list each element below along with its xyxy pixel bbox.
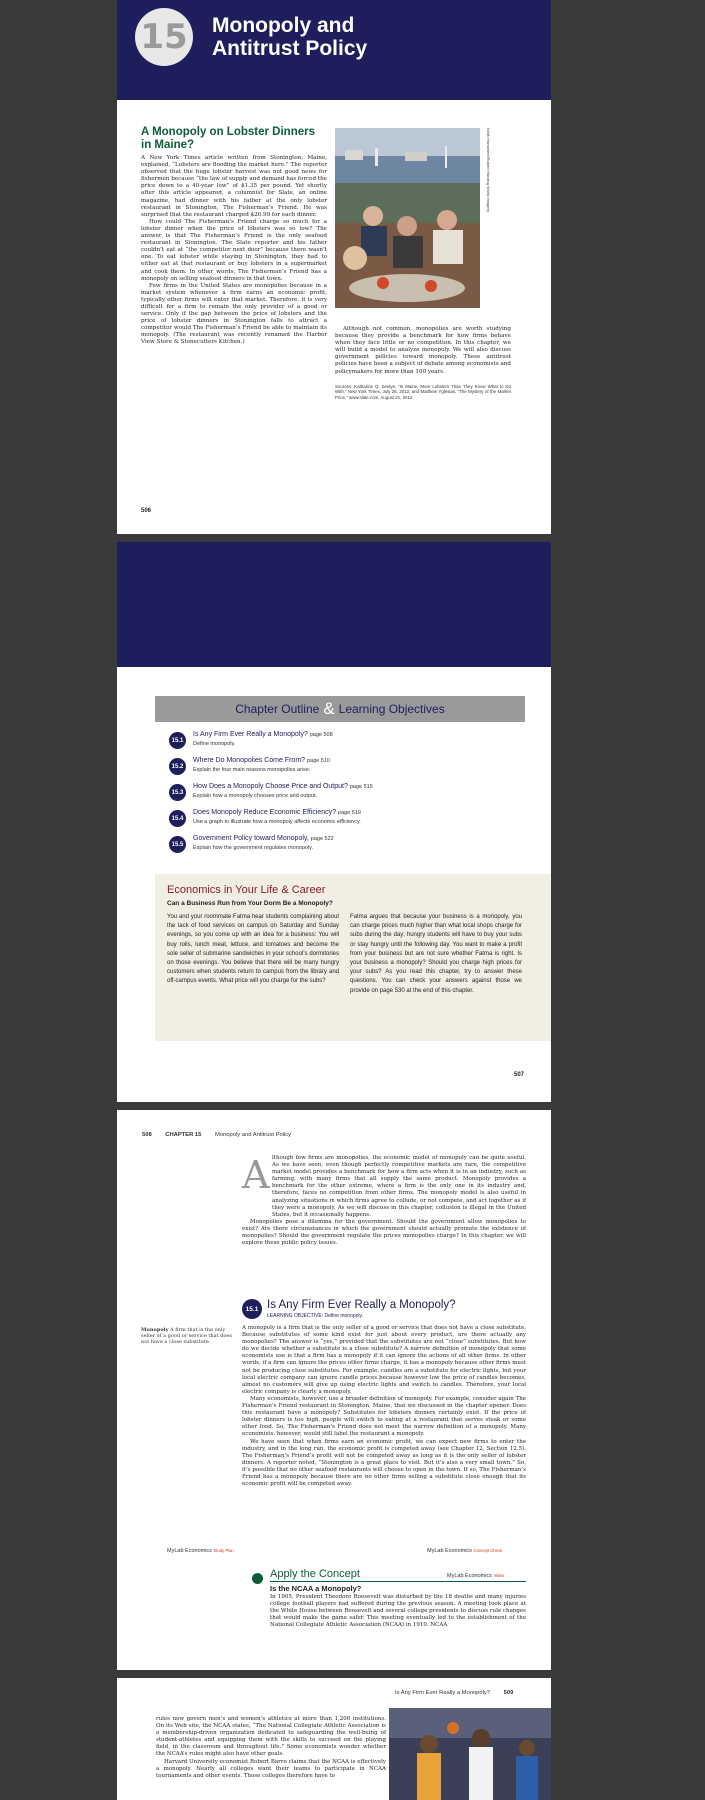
- objective-description: Explain how a monopoly chooses price and output.: [193, 793, 318, 799]
- objective-page: page 519: [338, 810, 361, 816]
- opener-sources: Sources: Katharine Q. Seelye, “In Maine, More Lobsters Than They Know What to Do With,” New York Times, July 28, 2012; and Matthew Yglesias, “The Mystery of the Market Price,” www.slate.com, August 21, 2012.: [335, 383, 511, 400]
- mylab-tag[interactable]: Concept Check: [473, 1548, 503, 1553]
- objective-title-text[interactable]: How Does a Monopoly Choose Price and Output?: [193, 783, 348, 790]
- objective-number-badge: 15.1: [169, 732, 186, 749]
- margin-definition: [141, 1327, 235, 1346]
- opener-left-column: [141, 155, 327, 347]
- objective-page: page 522: [310, 836, 334, 842]
- objective-title-text[interactable]: Does Monopoly Reduce Economic Efficiency?: [193, 809, 337, 816]
- opener-right-column: [335, 326, 511, 400]
- mylab-study-plan-link[interactable]: [167, 1548, 234, 1554]
- objective-title[interactable]: [193, 757, 330, 764]
- life-box-title: Economics in Your Life & Career: [167, 884, 326, 896]
- running-header: [142, 1132, 291, 1138]
- page-number: 506: [141, 508, 152, 514]
- photo-credit: Keith Hamshere/Robert Harding World Imagery: [486, 128, 491, 212]
- mylab-concept-check-link[interactable]: [427, 1548, 502, 1554]
- page-508: [117, 1110, 551, 1670]
- chapter-title-line1: Monopoly and: [212, 14, 355, 37]
- body-paragraph: rules now govern men’s and women’s athletics at more than 1,200 institutions. On its Web site, the NCAA states, “The National Collegiate Athletic Association is a membership-driven organization dedicated to safeguarding the well-being of student-athletes and equipping them with the skills to succeed on the playing field, in the classroom and throughout life.” Some economists wonder whether the NCAA’s rules might also have other goals.: [156, 1716, 386, 1758]
- section-number-badge: 15.1: [242, 1299, 262, 1319]
- objective-title[interactable]: [193, 731, 333, 738]
- opener-paragraph: A New York Times article written from Stonington, Maine, explained, “Lobsters are flooding the market here.” The reporter observed that the huge lobster harvest was not good news for fishermen because “the law of supply and demand has forced the price down to a 40-year low” of $1.35 per pound. Yet shortly after this article appeared, a columnist for Slate, an online magazine, had dinner with his father at the only lobster restaurant in Stonington, The Fisherman’s Friend. He was surprised that the restaurant charged $20.99 for each dinner.: [141, 155, 327, 218]
- objective-title[interactable]: [193, 835, 334, 842]
- chapter-intro: [242, 1155, 526, 1247]
- apply-concept-title: Apply the Concept: [270, 1568, 360, 1580]
- apply-concept-icon: [252, 1573, 263, 1584]
- apply-concept-subtitle: Is the NCAA a Monopoly?: [270, 1584, 362, 1593]
- mylab-label[interactable]: MyLab Economics: [167, 1548, 212, 1554]
- page-number: 507: [514, 1072, 525, 1078]
- margin-definition-text: A firm that is the only seller of a good or service that does not have a close substitute.: [141, 1327, 232, 1346]
- objective-item[interactable]: [169, 834, 499, 856]
- chapter-number-badge: 15: [135, 8, 193, 66]
- page-507: [117, 542, 551, 1102]
- intro-paragraph: lthough few firms are monopolies, the economic model of monopoly can be quite useful. As we have seen, even though perfectly competitive markets are rare, the competitive market model provides a benchmark for how a firm acts when it is in an industry, such as farming, with many firms that all supply the same product. Monopoly provides a benchmark for the other extreme, where a firm is the only one in its industry and, therefore, faces no competition from other firms. The monopoly model is also useful in analyzing situations in which firms agree to collude, or not compete, and act together as if they were a monopoly. As we will discuss in this chapter, collusion is illegal in the United States, but it occasionally happens.: [272, 1155, 526, 1218]
- objective-title[interactable]: [193, 783, 373, 790]
- outline-title-left: Chapter Outline: [235, 702, 320, 716]
- page-banner: [117, 542, 551, 667]
- body-paragraph: We have seen that when firms earn an economic profit, we can expect new firms to enter the industry, and in the long run, the economic profit is competed away (see Chapter 12, Section 12.5). The Fisherman’s Friend’s profit will not be competed away as long as it is the only seller of lobster dinners. A reporter noted, “Stonington is a great place to visit. But it’s also a very small town.” So, it’s possible that no other seafood restaurants will choose to open in the town. If so, The Fisherman’s Friend has a monopoly because there are no other firms selling a substitute close enough that its economic profit will be competed away.: [242, 1438, 526, 1488]
- body-paragraph: Many economists, however, use a broader definition of monopoly. For example, consider again The Fisherman’s Friend restaurant in Stonington, Maine, that we discussed in the chapter opener. Does this restaurant have a monopoly? Substitutes for lobsters dinners certainly exist. If the price of lobster dinners is too high, people will switch to eating at a restaurant that serves steak or some other food. So, The Fisherman’s Friend does not meet the narrow definition of a monopoly. Many economists, however, would still label the restaurant a monopoly.: [242, 1395, 526, 1438]
- section-body: [242, 1325, 526, 1488]
- margin-term: Monopoly: [141, 1327, 169, 1333]
- mylab-tag[interactable]: Study Plan: [213, 1548, 234, 1553]
- objective-description: Use a graph to illustrate how a monopoly affects economic efficiency.: [193, 819, 361, 825]
- outline-title-right: Learning Objectives: [338, 702, 445, 716]
- mylab-label[interactable]: MyLab Economics: [427, 1548, 472, 1554]
- opener-heading: A Monopoly on Lobster Dinners in Maine?: [141, 126, 315, 151]
- objective-page: page 510: [307, 758, 330, 764]
- chapter-banner: [117, 0, 551, 100]
- basketball-photo: [389, 1708, 551, 1800]
- outline-ampersand: &: [323, 699, 335, 718]
- objective-item[interactable]: [169, 808, 499, 830]
- section-learning-objective: LEARNING OBJECTIVE: Define monopoly.: [267, 1313, 364, 1319]
- objective-description: Explain the four main reasons monopolies arise.: [193, 767, 311, 773]
- body-paragraph: Harvard University economist Robert Barro claims that the NCAA is effectively a monopoly. Nearly all colleges want their teams to participate in NCAA tournaments and other events. Those colleges therefore have to: [156, 1758, 386, 1779]
- life-box-subtitle: Can a Business Run from Your Dorm Be a Monopoly?: [167, 900, 333, 907]
- objective-number-badge: 15.5: [169, 836, 186, 853]
- objective-title-text[interactable]: Government Policy toward Monopoly,: [193, 835, 309, 842]
- objective-item[interactable]: [169, 782, 499, 804]
- opener-paragraph: How could The Fisherman’s Friend charge so much for a lobster dinner when the price of lobsters was so low? The answer is that The Fisherman’s Friend is the only seafood restaurant in Stonington. The Slate reporter and his father couldn’t eat at “the competitor next door” because there wasn’t one. To eat lobster while staying in Stonington, they had to either eat at that restaurant or buy lobsters in a supermarket and cook them. In other words, The Fisherman’s Friend has a monopoly on selling seafood dinners in that town.: [141, 218, 327, 282]
- running-header: [395, 1690, 513, 1696]
- drop-cap: A: [242, 1153, 270, 1197]
- chapter-title: [212, 14, 367, 60]
- body-paragraph: A monopoly is a firm that is the only seller of a good or service that does not have a close substitute. Because substitutes of some kind exist for just about every product, are there actually any monopolies? The answer is “yes,” provided that the substitutes are not “close” substitutes. But how do we decide whether a substitute is a close substitute? A narrow definition of monopoly that some economists use is that a firm has a monopoly if it can ignore the actions of all other firms. In other words, if a firm can ignore the prices other firms charge, it has a monopoly because other firms must not be producing close substitutes. For example, candles are a substitute for electric lights, but your local electric company can ignore candle prices because however low the price of candles becomes, almost no customers will give up using electric lights and switch to candles. Therefore, your local electric company is clearly a monopoly.: [242, 1325, 526, 1395]
- objective-title-text[interactable]: Is Any Firm Ever Really a Monopoly?: [193, 731, 308, 738]
- apply-concept-continued: [156, 1716, 386, 1780]
- chapter-title-line2: Antitrust Policy: [212, 37, 368, 60]
- opener-paragraph: Few firms in the United States are monopolies because in a market system whenever a firm earns an economic profit, typically other firms will enter that market. Therefore, it is very difficult for a firm to remain the only provider of a good or service. Only if the gap between the price of lobsters and the price of lobster dinners in Stonington falls to attract a competitor would The Fisherman’s Friend be able to maintain its monopoly. (The restaurant was recently renamed the Harbor View Store & Stonecutters Kitchen.): [141, 282, 327, 346]
- section-title: Is Any Firm Ever Really a Monopoly?: [267, 1299, 456, 1311]
- objective-description: Define monopoly.: [193, 741, 236, 747]
- apply-concept-divider: [270, 1581, 526, 1582]
- page-509: [117, 1678, 551, 1800]
- objective-number-badge: 15.2: [169, 758, 186, 775]
- running-section-title: Is Any Firm Ever Really a Monopoly?: [395, 1690, 491, 1696]
- objective-item[interactable]: [169, 730, 499, 752]
- intro-paragraph: Monopolies pose a dilemma for the government. Should the government allow monopolies to exist? Are there circumstances in which the government should actually promote the existence of monopolies? Should the government regulate the prices monopolies charge? In this chapter, we will explore these public policy issues.: [242, 1218, 526, 1247]
- objective-page: page 515: [349, 784, 373, 790]
- objective-description: Explain how the government regulates monopoly.: [193, 845, 314, 851]
- page-506: [117, 0, 551, 534]
- objective-title-text[interactable]: Where Do Monopolies Come From?: [193, 757, 306, 764]
- opener-photo-harbor-diners: [335, 128, 480, 308]
- outline-title: [155, 696, 525, 722]
- mylab-label[interactable]: MyLab Economics: [447, 1573, 492, 1579]
- apply-concept-body: In 1905, President Theodore Roosevelt was disturbed by the 18 deaths and many injuries college football players had suffered during the previous season. A meeting took place at the White House between Roosevelt and several college presidents to discuss rule changes that would make the game safer. This meeting eventually led to the establishment of the National Collegiate Athletic Association (NCAA) in 1910. NCAA: [270, 1594, 526, 1629]
- running-chapter-label: CHAPTER 15: [165, 1132, 202, 1138]
- objective-title[interactable]: [193, 809, 361, 816]
- mylab-video-link[interactable]: [447, 1573, 504, 1579]
- running-page-number: 508: [142, 1132, 152, 1138]
- objective-number-badge: 15.4: [169, 810, 186, 827]
- running-page-number: 509: [503, 1690, 514, 1696]
- objective-number-badge: 15.3: [169, 784, 186, 801]
- mylab-tag[interactable]: Video: [493, 1573, 505, 1578]
- objective-item[interactable]: [169, 756, 499, 778]
- opener-right-paragraph: Although not common, monopolies are worth studying because they provide a benchmark for how firms behave when they face little or no competition. In this chapter, we will build a model to analyze monopoly. We will also discuss government policies toward monopoly. These antitrust policies have been a subject of debate among economists and policymakers for more than 100 years.: [335, 326, 511, 375]
- running-chapter-title: Monopoly and Antitrust Policy: [215, 1132, 292, 1138]
- objective-page: page 508: [309, 732, 333, 738]
- life-box-left-text: You and your roommate Fatma hear students complaining about the lack of food services on campus on Saturday and Sunday evenings, so you come up with an idea for a business: You will buy rolls, lunch meat, lettuce, and tomatoes and become the sole seller of submarine sandwiches in your school’s dormitories on those evenings. You believe that there will be many hungry customers when students return to campus from the library and off-campus events. What price will you charge for the subs?: [167, 914, 339, 985]
- life-box-right-text: Fatma argues that because your business is a monopoly, you can charge prices much higher than what local shops charge for subs during the day; hungry students will have to buy your subs or stay hungry until the following day. You want to make a profit from your business but are not sure whether Fatma is right. Is your business a monopoly? Should you charge high prices for your subs? As you read this chapter, try to answer these questions. You can check your answers against those we provide on page 530 at the end of this chapter.: [350, 914, 522, 994]
